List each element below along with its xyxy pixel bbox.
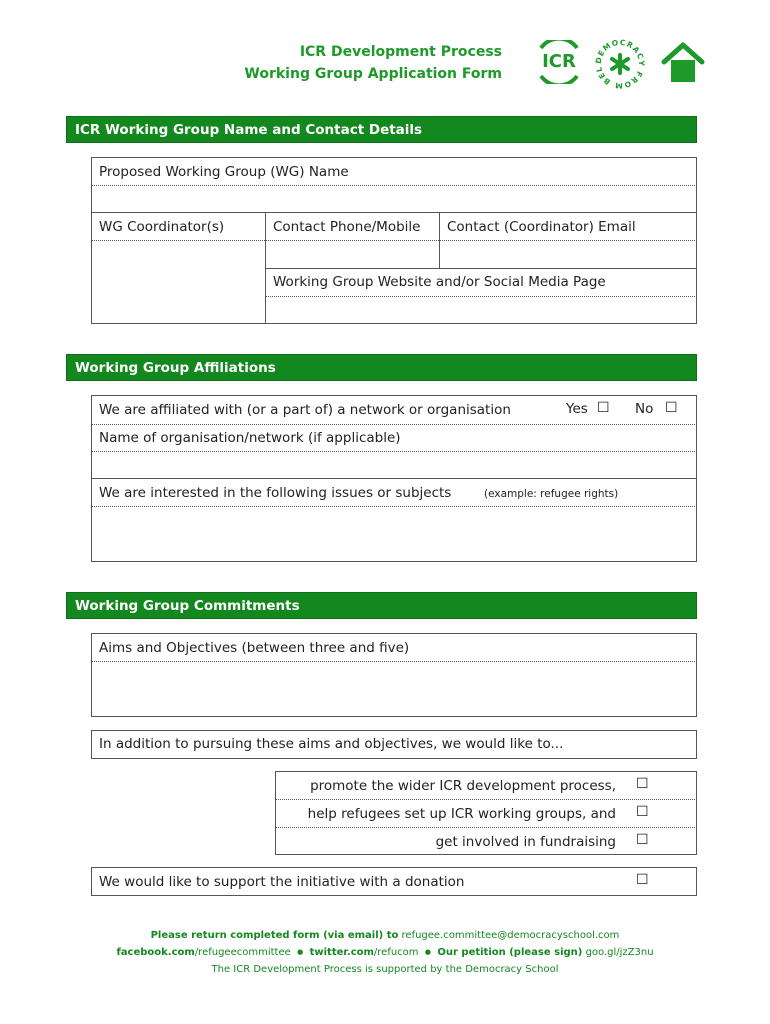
coordinators-field[interactable] [92, 241, 264, 323]
donation-label: We would like to support the initiative with a donation [99, 874, 465, 890]
no-checkbox[interactable]: ☐ [665, 400, 678, 416]
icr-logo-text: ICR [542, 51, 576, 72]
section-heading-affiliations: Working Group Affiliations [66, 354, 697, 381]
option-help-refugees: help refugees set up ICR working groups, and [307, 806, 616, 822]
website-field[interactable] [266, 297, 696, 323]
divider [91, 424, 697, 425]
facebook-link[interactable]: facebook.com/refugeecommittee [116, 947, 291, 958]
phone-label: Contact Phone/Mobile [273, 219, 421, 235]
footer-return-line [0, 930, 770, 941]
seal-text: DEMOCRACY FROM BEL [594, 38, 646, 90]
yes-checkbox[interactable]: ☐ [597, 400, 610, 416]
wg-name-field[interactable] [92, 186, 696, 212]
footer-social-line [0, 947, 770, 958]
org-name-label: Name of organisation/network (if applicable) [99, 430, 401, 446]
footer-support-line: The ICR Development Process is supported by the Democracy School [211, 964, 559, 975]
donation-checkbox[interactable]: ☐ [636, 872, 649, 888]
option-fundraising: get involved in fundraising [435, 834, 616, 850]
row-divider [91, 478, 697, 479]
twitter-link[interactable]: twitter.com/refucom [309, 947, 419, 958]
bullet-separator: ● [424, 948, 432, 956]
bullet-separator: ● [297, 948, 304, 956]
petition-link[interactable]: goo.gl/jzZ3nu [585, 947, 654, 958]
affiliated-label: We are affiliated with (or a part of) a network or organisation [99, 402, 511, 418]
phone-field[interactable] [266, 241, 438, 267]
email-label: Contact (Coordinator) Email [447, 219, 636, 235]
interests-field[interactable] [92, 507, 696, 561]
section-heading-commitments: Working Group Commitments [66, 592, 697, 619]
no-label: No [635, 401, 654, 417]
home-icon[interactable] [660, 40, 706, 84]
aims-label: Aims and Objectives (between three and five) [99, 640, 410, 656]
divider [275, 799, 697, 800]
title-line-1: ICR Development Process [299, 44, 502, 60]
interests-example: (example: refugee rights) [484, 488, 619, 500]
petition-text: Our petition (please sign) [437, 947, 583, 958]
title-line-2: Working Group Application Form [244, 66, 502, 82]
email-field[interactable] [440, 241, 696, 267]
form-title [200, 44, 502, 82]
democracy-seal-graphic [594, 38, 646, 90]
coordinators-label: WG Coordinator(s) [99, 219, 225, 235]
option-fundraising-checkbox[interactable]: ☐ [636, 832, 649, 848]
interests-label: We are interested in the following issues or subjects [99, 485, 452, 501]
wg-name-label: Proposed Working Group (WG) Name [99, 164, 349, 180]
divider [275, 827, 697, 828]
icr-logo [533, 40, 585, 84]
aims-field[interactable] [92, 662, 696, 716]
org-name-field[interactable] [92, 452, 696, 478]
section-heading-contact-details: ICR Working Group Name and Contact Details [66, 116, 697, 143]
footer-email-link[interactable]: refugee.committee@democracyschool.com [401, 930, 620, 941]
website-label: Working Group Website and/or Social Media Page [273, 274, 606, 290]
row-divider [265, 268, 697, 269]
yes-label: Yes [566, 401, 588, 417]
option-promote-checkbox[interactable]: ☐ [636, 776, 649, 792]
democracy-seal [594, 38, 646, 90]
additional-label: In addition to pursuing these aims and objectives, we would like to... [99, 736, 564, 752]
option-help-refugees-checkbox[interactable]: ☐ [636, 804, 649, 820]
footer-return-text: Please return completed form (via email) to [150, 930, 399, 941]
option-promote: promote the wider ICR development process, [310, 778, 616, 794]
row-divider [91, 212, 697, 213]
